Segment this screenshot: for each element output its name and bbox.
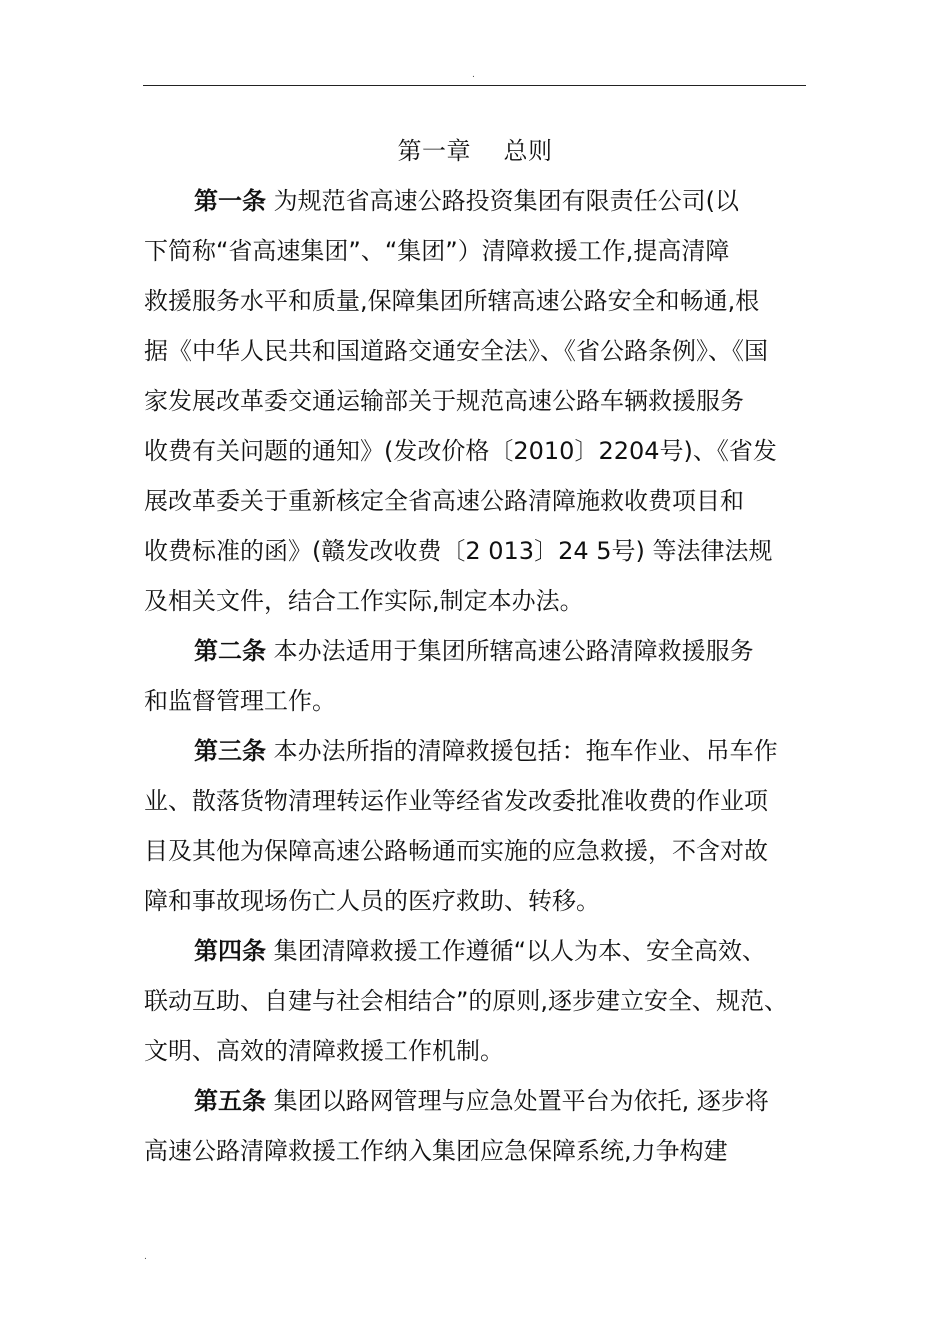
article-2-label: 第二条 — [194, 637, 266, 665]
article-1-label: 第一条 — [194, 187, 266, 215]
article-5-line-2: 高速公路清障救援工作纳入集团应急保障系统,力争构建 — [144, 1137, 728, 1165]
article-3-line-4: 障和事故现场伤亡人员的医疗救助、转移。 — [144, 887, 600, 915]
article-1-line-2: 下简称“省高速集团”、“集团”）清障救援工作,提高清障 — [144, 237, 730, 265]
article-1-line-4: 据《中华人民共和国道路交通安全法》、《省公路条例》、《国 — [144, 337, 768, 365]
article-4-text: 集团清障救援工作遵循“以人为本、安全高效、 — [266, 937, 767, 965]
article-4-line-1 — [144, 926, 824, 976]
document-body — [144, 176, 824, 1176]
footer-mark: . — [144, 1252, 147, 1262]
article-1-line-7: 展改革委关于重新核定全省高速公路清障施救收费项目和 — [144, 487, 744, 515]
article-4-line-3: 文明、高效的清障救援工作机制。 — [144, 1037, 504, 1065]
article-2-line-1 — [144, 626, 824, 676]
article-3-line-2: 业、散落货物清理转运作业等经省发改委批准收费的作业项 — [144, 787, 768, 815]
article-1-line-3: 救援服务水平和质量,保障集团所辖高速公路安全和畅通,根 — [144, 287, 760, 315]
header-mark: . — [472, 70, 475, 80]
article-4-line-2: 联动互助、自建与社会相结合”的原则,逐步建立安全、规范、 — [144, 987, 789, 1015]
article-2-line-2: 和监督管理工作。 — [144, 687, 336, 715]
article-1-line-9: 及相关文件，结合工作实际,制定本办法。 — [144, 587, 584, 615]
header-rule — [143, 85, 806, 86]
article-3-line-1 — [144, 726, 824, 776]
article-4 — [144, 926, 824, 1076]
article-3-label: 第三条 — [194, 737, 266, 765]
article-1-line-5: 家发展改革委交通运输部关于规范高速公路车辆救援服务 — [144, 387, 744, 415]
article-1-line-6: 收费有关问题的通知》(发改价格〔2010〕2204号)、《省发 — [144, 437, 777, 465]
chapter-title: 第一章 总则 — [397, 137, 553, 165]
article-3-text: 本办法所指的清障救援包括：拖车作业、吊车作 — [266, 737, 778, 765]
article-5-text: 集团以路网管理与应急处置平台为依托, 逐步将 — [266, 1087, 769, 1115]
article-2 — [144, 626, 824, 726]
article-3 — [144, 726, 824, 926]
article-1-line-8: 收费标准的函》(赣发改收费〔2 013〕24 5号) 等法律法规 — [144, 537, 773, 565]
article-4-label: 第四条 — [194, 937, 266, 965]
article-5-line-1 — [144, 1076, 824, 1126]
article-5 — [144, 1076, 824, 1176]
article-1-text: 为规范省高速公路投资集团有限责任公司(以 — [266, 187, 739, 215]
article-5-label: 第五条 — [194, 1087, 266, 1115]
article-3-line-3: 目及其他为保障高速公路畅通而实施的应急救援，不含对故 — [144, 837, 768, 865]
article-1 — [144, 176, 824, 626]
article-2-text: 本办法适用于集团所辖高速公路清障救援服务 — [266, 637, 754, 665]
article-1-line-1 — [144, 176, 824, 226]
